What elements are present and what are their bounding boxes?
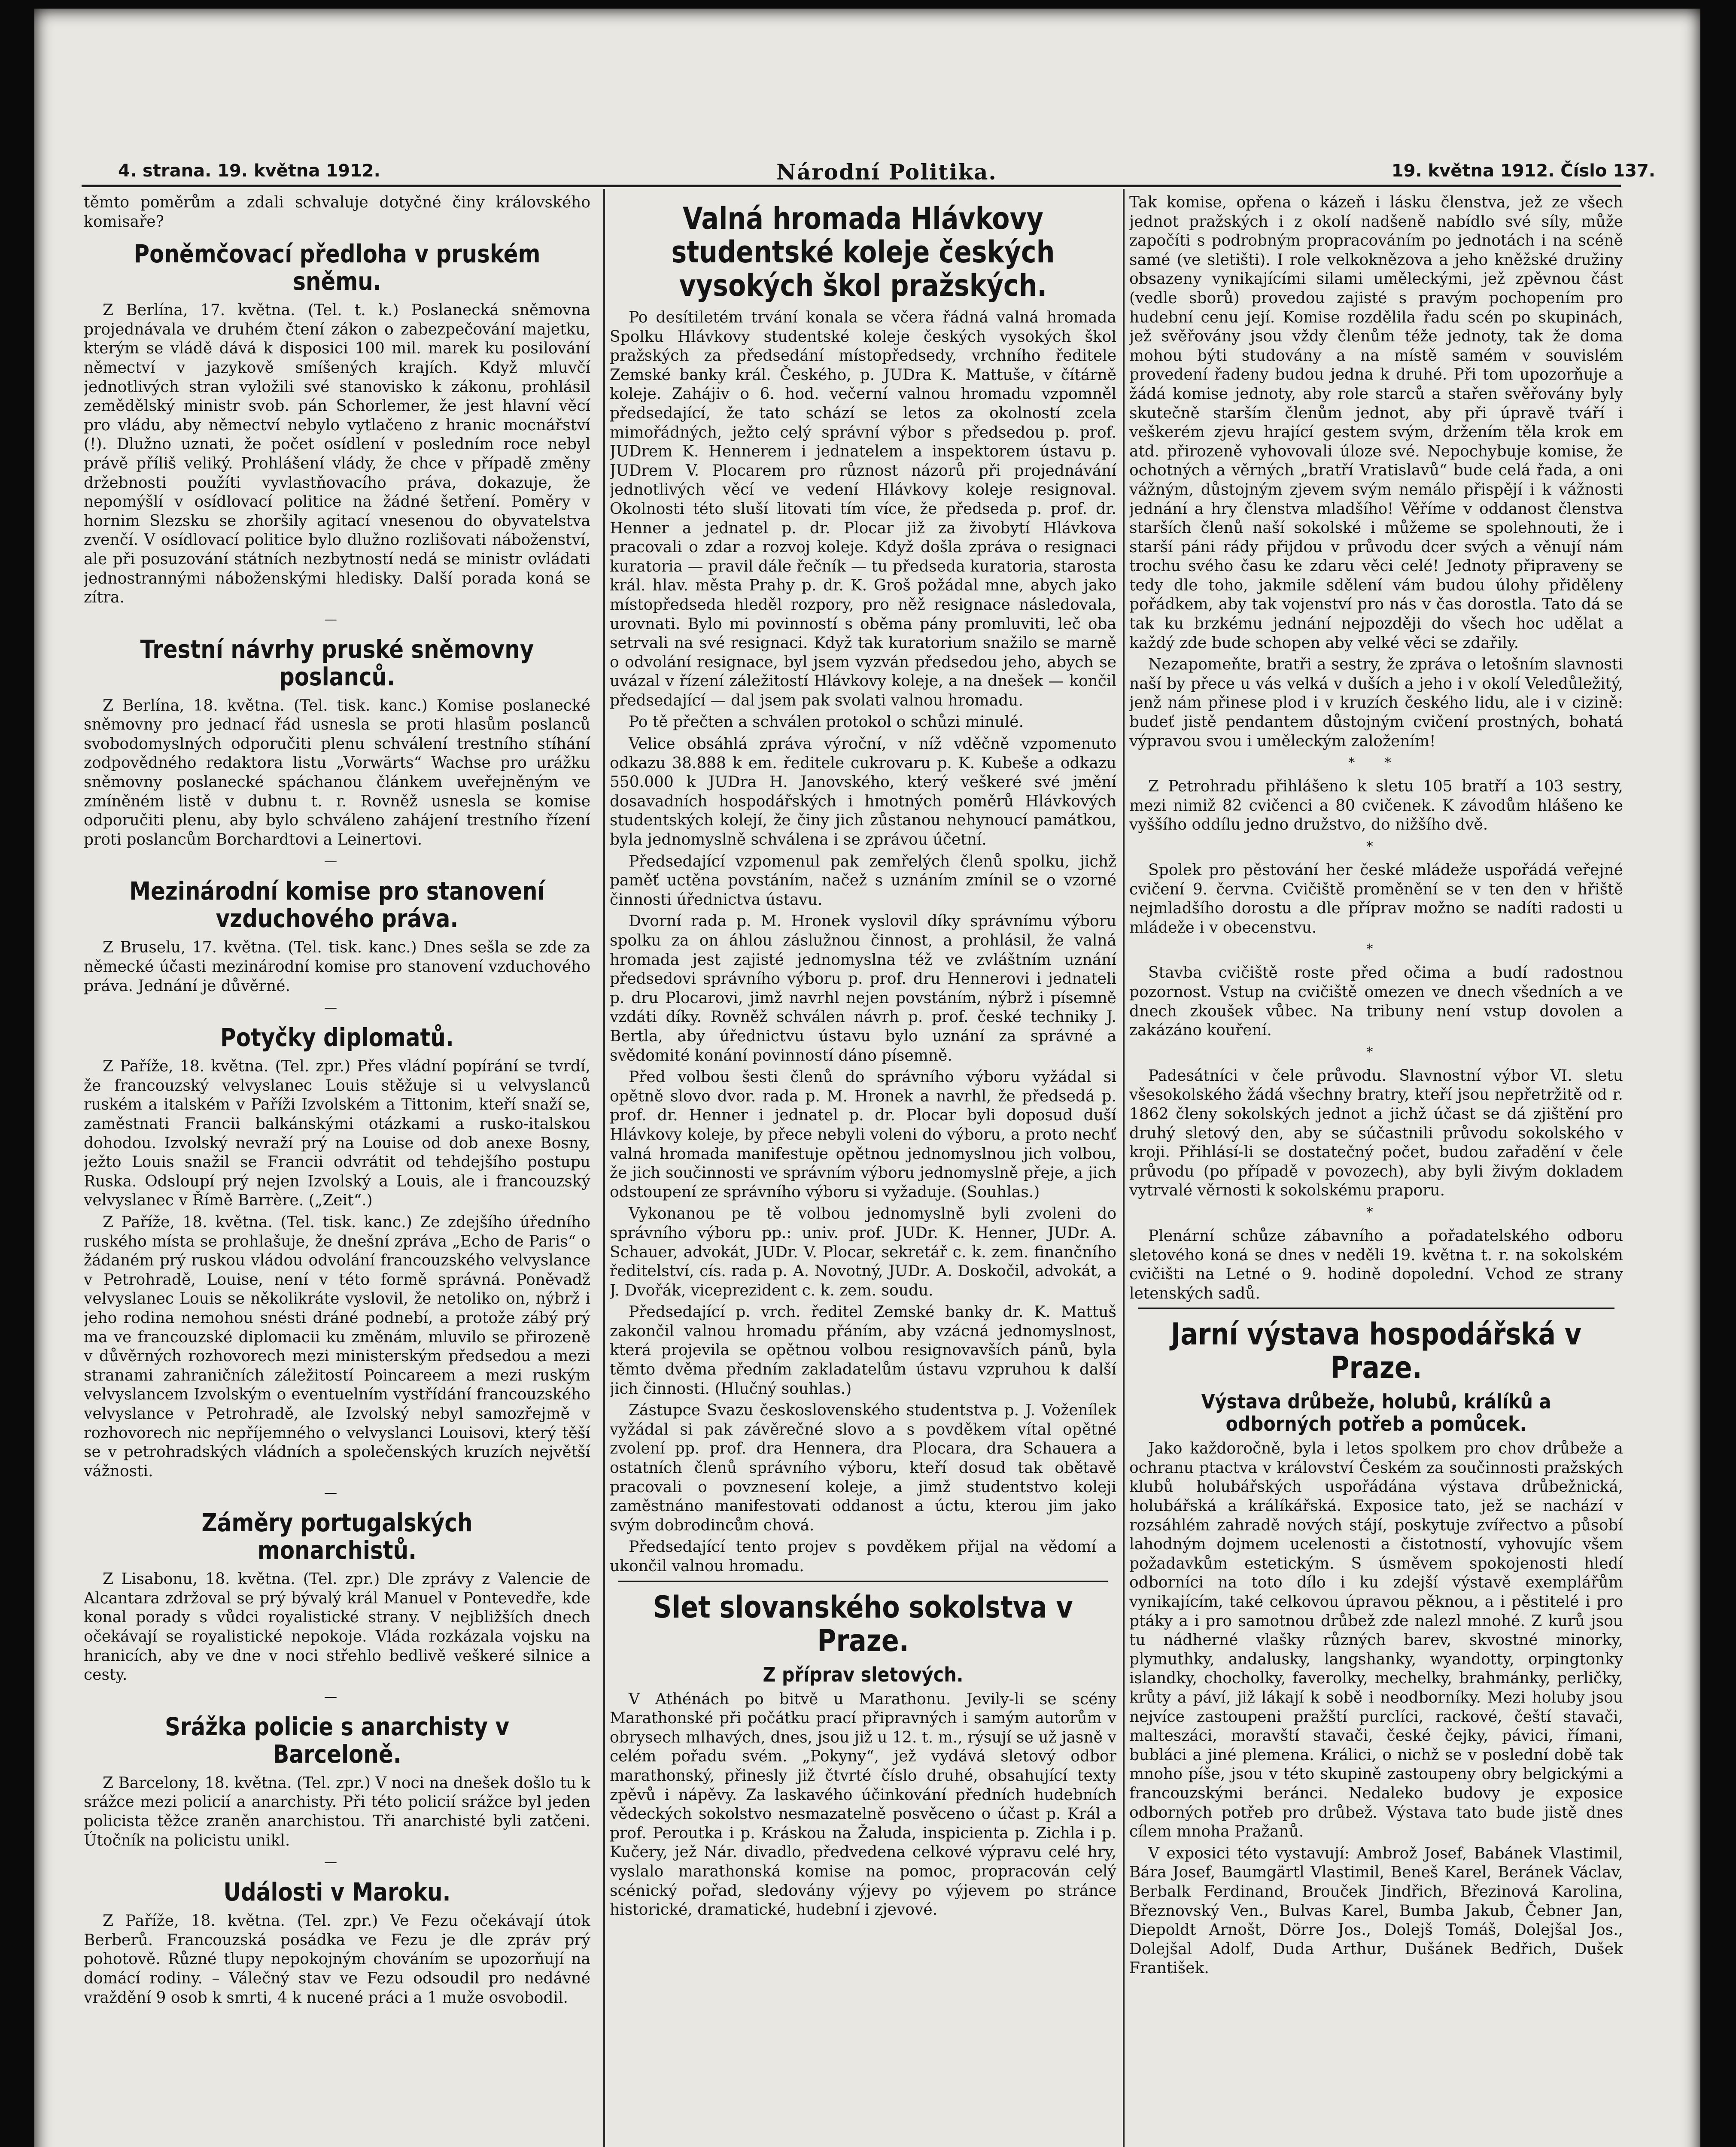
intro-text: těmto poměrům a zdali schvaluje dotyčné činy královského komisaře? [84, 194, 590, 231]
article-headline: Slet slovanského sokolstva v Praze. [653, 1589, 1073, 1658]
article-paragraph: Nezapomeňte, bratři a sestry, že zpráva o letošním slavnosti naší by přece u vás velká v duších a jeho i v okolí Veledůležitý, jenž nám přinese plod i v kruzích českého lidu, ale i v cizině: budeť jistě pendantem důstojným cvičení prostných, bohatá výpravou svou i uměleckým založením! [1129, 656, 1623, 750]
news-item: Stavba cvičiště roste před očima a budí radostnou pozornost. Vstup na cvičiště omezen ve dnech všedních a ve dnech zkoušek vůbec. Na tribuny není vstup dovolen a zakázáno kouření. [1129, 964, 1623, 1040]
article-paragraph: Tak komise, opřena o kázeň i lásku členstva, jež ze všech jednot pražských i z okolí nadšeně nabídlo své síly, může započíti s podrobným propracováním po jednotách i na scéně samé (ve sletišti). I role velkoknězova a jeho kněžské družiny obsazeny vynikajícími silami uměleckými, jež zpěvnou část (vedle sborů) provedou zajisté s pravým pochopením pro hudební cenu její. Komise rozdělila řadu scén po skupinách, jež svěřovány jsou vždy členům téže jednoty, tak že doma mohou býti studovány a na místě samém v souvislém provedení řadeny budou jedna k druhé. Při tom upozorňuje a žádá komise jednoty, aby role starců a stařen svěřovány byly skutečně starším členům jednot, aby při úpravě tváří i veškerém zjevu hrající gestem svým, držením těla krok em atd. přirozeně vyhovovali úloze své. Nepochybuje komise, že ochotných a věrných „bratří Vratislavů“ bude celá řada, a oni vážným, důstojným zjevem svým nemálo přispějí i k vážnosti jednání a hry členstva mladšího! Věříme v oddanost členstva starších členů naší sokolské i můžeme se spolehnouti, že i starší páni rády přijdou v průvodu dcer svých a věnují nám trochu svého času ke zdaru věci celé! Jednoty připraveny se tedy dle toho, jakmile sdělení vám budou úlohy přiděleny pořádkem, aby tak vojenství pro nás v čas dorostla. Tato dá se tak ku brzkému jednání nejpozději do všech hoc udělat a každý zde bude schopen aby velké věci se zdařily. [1129, 194, 1623, 652]
section-rule [1138, 1308, 1614, 1309]
article-paragraph: Z Bruselu, 17. května. (Tel. tisk. kanc.) Dnes sešla se zde za německé účasti mezinárodní komise pro stanovení vzduchového práva. Jednání je důvěrné. [84, 939, 590, 995]
article-paragraph: Z Barcelony, 18. května. (Tel. zpr.) V noci na dnešek došlo tu k srážce mezi policií a anarchisty. Při této policií srážce byl jeden policista těžce zraněn anarchistou. Tři anarchisté byli zatčeni. Útočník na policistu unikl. [84, 1774, 590, 1849]
article-headline: Mezinárodní komise pro stanovení vzduchového práva. [129, 876, 545, 934]
article-paragraph: Před volbou šesti členů do správního výboru vyžádal si opětně slovo dvor. rada p. M. Hronek a navrhl, že předsedá p. prof. dr. Henner i jednatel p. dr. Plocar byli doposud duší Hlávkovy koleje, by přece nebyli voleni do výboru, a proto nechť valná hromada manifestuje opětnou jednomyslnou jich volbou, že jich součinnosti ve správním výboru jednomyslně přeje, a jich odstoupení ze správního výboru si vyžaduje. (Souhlas.) [610, 1068, 1116, 1201]
article-headline: Události v Maroku. [223, 1877, 451, 1907]
news-item: Z Petrohradu přihlášeno k sletu 105 bratří a 103 sestry, mezi nimiž 82 cvičenci a 80 cvičenek. K závodům hlášeno ke vyššího oddílu jedno družstvo, do nižšího dvě. [1129, 778, 1623, 834]
article-headline: Srážka policie s anarchisty v Barceloně. [164, 1712, 510, 1769]
article-paragraph: V exposici této vystavují: Ambrož Josef, Babánek Vlastimil, Bára Josef, Baumgärtl Vlastimil, Beneš Karel, Beránek Václav, Berbalk Ferdinand, Brouček Jindřich, Březinová Karolina, Březnovský Ven., Bulvas Karel, Bumba Jakub, Čebner Jan, Diepoldt Arnošt, Dörre Jos., Dolejš Tomáš, Dolejšal Jos., Dolejšal Adolf, Duda Arthur, Dušánek Bedřich, Dušek František. [1129, 1844, 1623, 1977]
separator: * * [1348, 755, 1404, 771]
news-item: Spolek pro pěstování her české mládeže uspořádá veřejné cvičení 9. června. Cvičiště proměnění se v ten den v hřiště nejmladšího dorostu a dle příprav možno se nadíti radosti u mládeže i v obecenstvu. [1129, 861, 1623, 937]
article-paragraph: Předsedající vzpomenul pak zemřelých členů spolku, jichž paměť uctěna povstáním, načež s uznáním zmínil se o vzorné činnosti úřednictva ústavu. [610, 852, 1116, 909]
article-headline: Potyčky diplomatů. [220, 1023, 454, 1052]
article-headline: Jarní výstava hospodářská v Praze. [1171, 1317, 1582, 1386]
article-paragraph: V Athénách po bitvě u Marathonu. Jevily-li se scény Marathonské při počátku prací připravných i samým autorům v obrysech mlhavých, dnes, jsou již u 12. t. m., rýsují se už jasně v celém pořadu svém. „Pokyny“, jež vydává sletový odbor marathonský, přinesly již čtvrté číslo druhé, obsahující texty zpěvů i nápěvy. Za laskavého účinkování předních hudebních vědeckých sokolstvo nesmazatelně posvěceno o účast p. Král a prof. Peroutka i p. Kráskou na Žaluda, inspicienta p. Zichla i p. Kučery, jež Nár. divadlo, předvedena celkové výpravu celé hry, vyslalo marathonská komise na pomoc, propracován celý scénický pořad, sledovány výjevy po výjevem po stránce historické, dramatické, hudební i zjevové. [610, 1690, 1116, 1919]
article-headline: Trestní návrhy pruské sněmovny poslanců. [140, 634, 534, 691]
column-1 [84, 193, 590, 2147]
column-divider [603, 189, 605, 2147]
news-item: Plenární schůze zábavního a pořadatelského odboru sletového koná se dnes v neděli 19. května t. r. na sokolském cvičišti na Letné o 9. hodině dopolední. Vchod ze strany letenských sadů. [1129, 1227, 1623, 1302]
article-paragraph: Předsedající tento projev s povděkem přijal na vědomí a ukončil valnou hromadu. [610, 1538, 1116, 1575]
separator: — [324, 1000, 350, 1016]
article-paragraph: Z Paříže, 18. května. (Tel. zpr.) Přes vládní popírání se tvrdí, že francouzský velvyslanec Louis stěžuje si u velvyslanců ruském a italském v Paříži Izvolském a Tittonim, kteří snaží se, zaměstnati Francii balkánskými otázkami a rusko-italskou dohodou. Izvolský nevraží prý na Louise od dob anexe Bosny, ježto Louis snažil se Francii odvrátit od tehdejšího postupu Ruska. Odsloupí prý nejen Izvolský a Louis, ale i francouzský velvyslanec v Římě Barrère. („Zeit“.) [84, 1058, 590, 1210]
article-paragraph: Z Berlína, 18. května. (Tel. tisk. kanc.) Komise poslanecké sněmovny pro jednací řád usnesla se proti hlasům poslanců svobodomyslných odporučiti plenu schválení trestního stíhání zodpovědného redaktora listu „Vorwärts“ Wachse pro urážku sněmovny poslanecké spáchanou článkem uveřejněným ve zmíněném listě v dubnu t. r. Rovněž usnesla se komise odporučiti plenu, aby bylo schváleno zahájení trestního řízení proti poslancům Borchardtovi a Leinertovi. [84, 696, 590, 848]
separator: — [324, 854, 350, 869]
article-headline: Poněmčovací předloha v pruském sněmu. [134, 239, 541, 296]
article-headline: Valná hromada Hlávkovy studentské koleje českých vysokých škol pražských. [671, 201, 1055, 303]
section-rule [618, 1581, 1108, 1582]
column-3 [1129, 193, 1623, 2147]
article-paragraph: Jako každoročně, byla i letos spolkem pro chov drůbeže a ochranu ptactva v království Českém za součinnosti pražských klubů holubářských uspořádána výstava drůbežnická, holubářská a králíkářská. Exposice tato, jež se nachází v rozsáhlém zahradě nových stájí, poskytuje zvířectvo a působí lahodným dojmem ucelenosti a čistotností, vyhovujíc všem požadavkům estetickým. S úsměvem spokojenosti hledí odborníci na toto dílo i ku zdejší výstavě exemplářům vynikajícím, také celkovou úpravou pěknou, a i pěstitelé i pro ptáky a i pro samotnou drůbež zde nalezl mnohé. Z kurů jsou tu nádherné vlašky různých barev, skvostné minorky, plymuthky, andalusky, langshanky, wyandotty, orpingtonky islandky, chocholky, faverolky, mechelky, brahmánky, perličky, krůty a páví, již lákají k sobě i neodborníky. Mezi holuby jsou nejvíce zastoupeni pražští purclíci, rackové, čeští stavači, malteszáci, moravští stavači, české čejky, pávici, římani, bubláci a jiné plemena. Králici, o nichž se v poslední době tak mnoho píše, jsou v této skupině zastoupeny obry belgickými a francouzskými beránci. Nedaleko budovy je exposice odborných potřeb pro drůbež. Výstava tato bude jistě dnes cílem mnoha Pražanů. [1129, 1440, 1623, 1841]
article-paragraph: Z Paříže, 18. května. (Tel. zpr.) Ve Fezu očekávají útok Berberů. Francouzská posádka ve Fezu je dle zpráv prý pohotově. Různé tlupy nepokojným chováním se upozorňují na domácí rodiny. – Válečný stav ve Fezu odsoudil pro nedávné vraždění 9 osob k smrti, 4 k nucené práci a 1 muže osvobodil. [84, 1912, 590, 2007]
header-rule [82, 185, 1621, 187]
article-headline: Záměry portugalských monarchistů. [201, 1508, 473, 1565]
separator: — [324, 611, 350, 627]
column-2 [610, 193, 1116, 2147]
header-right: 19. května 1912. Číslo 137. [1391, 161, 1655, 181]
separator: — [324, 1689, 350, 1704]
article-paragraph: Předsedající p. vrch. ředitel Zemské banky dr. K. Mattuš zakončil valnou hromadu přáním, aby vzácná jednomyslnost, která projevila se opětnou volbou resignovavších pánů, byla těmto dvěma předním zakladatelům ústavu vzpruhou k další jich činnosti. (Hlučný souhlas.) [610, 1303, 1116, 1398]
column-divider [1123, 189, 1125, 2147]
article-paragraph: Z Lisabonu, 18. května. (Tel. zpr.) Dle zprávy z Valencie de Alcantara zdržoval se prý bývalý král Manuel v Pontevedře, kde konal porady s vůdci royalistické strany. V nejbližších dnech očekávají se royalistické nepokoje. Vláda rozkázala vojsku na hranicích, aby ve dne v noci střehlo bedlivě veškeré silnice a cesty. [84, 1570, 590, 1684]
article-paragraph: Po tě přečten a schválen protokol o schůzi minulé. [629, 713, 1024, 731]
separator: * [1366, 942, 1386, 957]
article-paragraph: Z Berlína, 17. května. (Tel. t. k.) Poslanecká sněmovna projednávala ve druhém čtení zákon o zabezpečování majetku, kterým se vládě dává k disposici 100 mil. marek ku posilování němectví v jazykově smíšených krajích. Když mluvčí jednotlivých stran vyložili své stanovisko k zákonu, prohlásil zemědělský ministr svob. pán Schorlemer, že jest hlavní věcí pro vládu, aby němectví nebylo vytlačeno z hranic mocnářství (!). Dlužno uznati, že počet osídlení v posledním roce nebyl právě příliš veliký. Prohlášení vlády, že chce v případě změny držebnosti použíti vyvlastňovacího práva, dokazuje, že nepomýšlí v osídlovací politice na žádné šetření. Poměry v hornim Slezsku se zhoršily agitací vnesenou do obyvatelstva zvenčí. V osídlovací politice bylo dlužno rozlišovati náboženství, ale při posuzování státních nezbytností nedá se ministr ovládati jednostrannými náboženskými hledisky. Další porada koná se zítra. [84, 301, 590, 607]
separator: * [1366, 839, 1386, 854]
article-paragraph: Z Paříže, 18. května. (Tel. tisk. kanc.) Ze zdejšího úředního ruského místa se prohlašuje, že dnešní zpráva „Echo de Paris“ o žádaném prý ruskou vládou odvolání francouzského velvyslance v Petrohradě, Louise, není v této formě správná. Poněvadž velvyslanec Louis se několikráte vyslovil, že netoliko on, nýbrž i jeho rodina nemohou snésti dráné podnebí, a protože zábý prý ma ve francouzské diplomacii ku změnám, mluvilo se přirozeně v důvěrných rozhovorech mezi ministerským předsedou a mezi stranami zahraničních záležitostí Poincareem a mezi ruským velvyslancem Izvolským o eventuelním vystřídání francouzského velvyslance v Petrohradě, ale Izvolský nebyl samozřejmě v rozhovorech nic nepříjemného o velvyslanci Louisovi, který těší se v petrohradských vládních a společenských kruzích největší vážnosti. [84, 1213, 590, 1480]
article-subheadline: Z příprav sletových. [763, 1663, 964, 1686]
page-header [118, 161, 1655, 187]
masthead: Národní Politika. [776, 159, 997, 185]
separator: * [1366, 1204, 1386, 1220]
article-paragraph: Po desítiletém trvání konala se včera řádná valná hromada Spolku Hlávkovy studentské koleje českých vysokých škol pražských za předsedání místopředsedy, vrchního ředitele Zemské banky král. Českého, p. JUDra K. Mattuše, v čítárně koleje. Zahájiv o 6. hod. večerní valnou hromadu vzpomněl předsedající, že tato schází se letos za okolností zcela mimořádných, ježto celý správní výbor s předsedou p. prof. JUDrem K. Hennerem i jednatelem a inspektorem ústavu p. JUDrem V. Plocarem pro různost názorů při projednávání jednotlivých věcí ve vedení Hlávkovy koleje resignoval. Okolnosti této sluší litovati tím více, že předseda p. prof. dr. Henner a jednatel p. dr. Plocar již za živobytí Hlávkova pracovali o zdar a rozvoj koleje. Když došla zpráva o resignaci kuratoria — pravil dále řečník — tu předseda kuratoria, starosta král. hlav. města Prahy p. dr. K. Groš požádal mne, abych jako místopředseda hleděl rozpory, pro něž resignace následovala, urovnati. Bylo mi povinností s oběma pány promluviti, leč oba setrvali na své resignaci. Když tak kuratorium snažilo se marně o odvolání resignace, byl jsem vyzván předsedou jeho, abych se uvázal v řízení záležitostí Hlávkovy koleje, a na dnešek — končil předsedající — dal jsem pak svolati valnou hromadu. [610, 309, 1116, 709]
article-subheadline: Výstava drůbeže, holubů, králíků a odborných potřeb a pomůcek. [1201, 1390, 1551, 1436]
separator: — [324, 1485, 350, 1501]
news-item: Padesátníci v čele průvodu. Slavnostní výbor VI. sletu všesokolského žádá všechny bratry, kteří jsou nepřetržitě od r. 1862 členy sokolských jednot a jichž účast se dá zjištění pro druhý sletový den, aby se súčastnili průvodu sokolského v kroji. Přihlásí-li se dostatečný počet, budou zařadění v čele průvodu (po případě v povozech), aby byli živým dokladem vytrvalé věrnosti k sokolskému praporu. [1129, 1067, 1623, 1200]
article-paragraph: Dvorní rada p. M. Hronek vyslovil díky správnímu výboru spolku za on áhlou záslužnou činnost, a prohlásil, že valná hromada jest zajisté jednomyslna též ve zvláštním uznání předsedovi správního výboru p. prof. dru Hennerovi i jednateli p. dru Plocarovi, jimž navrhl nejen povstáním, nýbrž i písemně vzdáti díky. Rovněž schválen návrh p. prof. české techniky J. Bertla, aby úřednictvu ústavu bylo uznání za správné a svědomité konání povinností dáno písemně. [610, 912, 1116, 1064]
article-paragraph: Zástupce Svazu československého studentstva p. J. Voženílek vyžádal si pak závěrečné slovo a s povděkem vítal opětné zvolení pp. prof. dra Hennera, dra Plocara, dra Schauera a ostatních členů správního výboru, kteří dosud tak obětavě pracovali o povznesení koleje, a jimž studentstvo koleji zaměstnáno manifestovati oddanost a úctu, kterou jim jako svým dobrodincům chová. [610, 1402, 1116, 1534]
separator: — [324, 1855, 350, 1870]
separator: * [1366, 1044, 1386, 1060]
article-paragraph: Velice obsáhlá zpráva výroční, v níž vděčně vzpomenuto odkazu 38.888 k em. ředitele cukrovaru p. K. Kubeše a odkazu 550.000 k JUDra H. Janovského, který veškeré své jmění dosavadních hospodářských i hmotných poměrů Hlávkových studentských kolejí, že činy jich zůstanou nehynoucí památkou, byla jednomyslně schválena i se zprávou účetní. [610, 735, 1116, 849]
article-paragraph: Vykonanou pe tě volbou jednomyslně byli zvoleni do správního výboru pp.: univ. prof. JUDr. K. Henner, JUDr. A. Schauer, advokát, JUDr. V. Plocar, sekretář c. k. zem. finančního ředitelství, cís. rada p. A. Novotný, JUDr. A. Doskočil, advokát, a J. Dvořák, viceprezident c. k. zem. soudu. [610, 1205, 1116, 1299]
header-left: 4. strana. 19. května 1912. [118, 161, 380, 181]
